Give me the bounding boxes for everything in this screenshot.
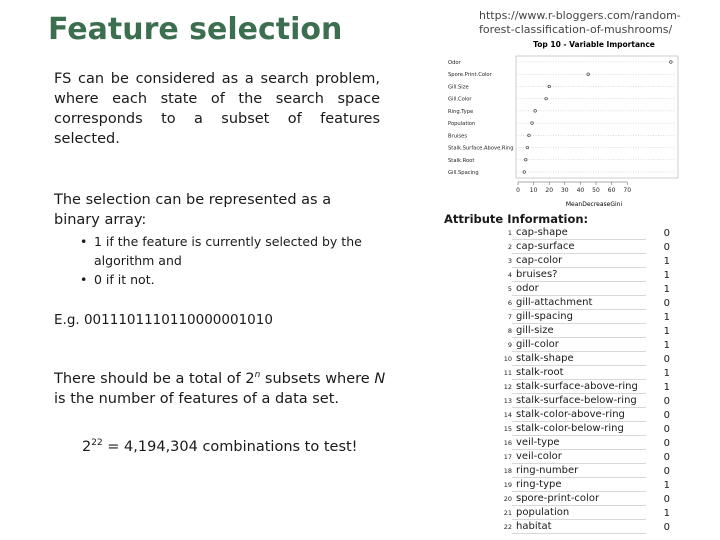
attribute-number: 10 (503, 355, 512, 363)
attribute-number: 13 (503, 397, 512, 405)
attribute-row (500, 408, 670, 422)
chart-x-tick-label: 60 (607, 187, 616, 194)
total-middle: subsets where (260, 370, 375, 387)
attribute-name: odor (512, 282, 646, 296)
combinations-text (82, 438, 358, 455)
attribute-row (500, 226, 670, 240)
attribute-bit: 0 (663, 521, 670, 533)
chart-category-label: Gill.Color (448, 96, 472, 103)
attribute-bit: 0 (663, 423, 670, 435)
source-url: https://www.r-bloggers.com/random-forest-classification-of-mushrooms/ (479, 9, 681, 36)
attribute-number: 19 (503, 481, 512, 489)
chart-category-label: Ring.Type (448, 108, 474, 115)
attribute-bit: 0 (663, 395, 670, 407)
binary-array-paragraph: The selection can be represented as a binary array: (54, 192, 332, 228)
attribute-row (500, 394, 670, 408)
attribute-name: gill-attachment (512, 296, 646, 310)
attribute-name: veil-type (512, 436, 646, 450)
attribute-bit: 1 (663, 269, 670, 281)
attribute-bit: 1 (663, 311, 670, 323)
chart-category-label: Gill.Spacing (448, 170, 479, 176)
page-title: Feature selection (48, 12, 343, 47)
attribute-row (500, 422, 670, 436)
attribute-row (500, 436, 670, 450)
attribute-bit: 1 (663, 255, 670, 267)
chart-x-tick-label: 10 (529, 187, 538, 194)
attribute-number: 15 (503, 425, 512, 433)
attribute-row (500, 268, 670, 282)
attribute-name: stalk-surface-above-ring (512, 380, 646, 394)
total-prefix: There should be a total of 2 (54, 370, 255, 387)
attribute-row (500, 450, 670, 464)
attribute-row (500, 324, 670, 338)
chart-category-label: Population (448, 121, 476, 128)
chart-x-tick-label: 30 (560, 187, 569, 194)
attribute-row (500, 296, 670, 310)
attribute-bit: 1 (663, 381, 670, 393)
attribute-row (500, 240, 670, 254)
attribute-number: 17 (503, 453, 512, 461)
attribute-bit: 0 (663, 451, 670, 463)
attribute-name: gill-color (512, 338, 646, 352)
attribute-number: 4 (507, 271, 512, 279)
attribute-row (500, 366, 670, 380)
attribute-bit: 0 (663, 241, 670, 253)
attribute-row (500, 254, 670, 268)
attribute-number: 12 (503, 383, 512, 391)
attribute-bit: 0 (663, 227, 670, 239)
total-suffix: is the number of features of a data set. (54, 390, 340, 407)
attribute-bit: 1 (663, 325, 670, 337)
attribute-bit: 0 (663, 353, 670, 365)
attribute-number: 14 (503, 411, 512, 419)
attribute-number: 7 (507, 313, 512, 321)
attribute-name: stalk-color-above-ring (512, 408, 646, 422)
total-variable: N (374, 370, 386, 387)
chart-category-label: Stalk.Root (448, 157, 475, 164)
attribute-info-title: Attribute Information: (444, 212, 589, 226)
attribute-name: stalk-surface-below-ring (512, 394, 646, 408)
attribute-number: 6 (507, 299, 512, 307)
combinations-rest: = 4,194,304 combinations to test! (102, 438, 358, 455)
attribute-number: 20 (503, 495, 512, 503)
chart-x-tick-label: 20 (545, 187, 554, 194)
attribute-row (500, 492, 670, 506)
attribute-number: 8 (507, 327, 512, 335)
bullet-text: 1 if the feature is currently selected by the algorithm and (94, 234, 362, 268)
bullet-item: • 0 if it not. (80, 272, 155, 287)
attribute-bit: 1 (663, 479, 670, 491)
attribute-name: ring-number (512, 464, 646, 478)
intro-paragraph: FS can be considered as a search problem, where each state of the search space corresponds to a subset of features selected. (54, 71, 380, 147)
attribute-bit: 0 (663, 297, 670, 309)
attribute-name: ring-type (512, 478, 646, 492)
attribute-name: gill-size (512, 324, 646, 338)
bullet-item: • 1 if the feature is currently selected by the algorithm and (80, 234, 362, 268)
attribute-number: 1 (507, 229, 512, 237)
attribute-bit: 0 (663, 493, 670, 505)
attribute-bit: 0 (663, 437, 670, 449)
attribute-row (500, 338, 670, 352)
attribute-row (500, 310, 670, 324)
attribute-name: spore-print-color (512, 492, 646, 506)
total-subsets-text (54, 365, 394, 409)
attribute-name: gill-spacing (512, 310, 646, 324)
chart-x-tick-label: 40 (576, 187, 585, 194)
chart-x-label: MeanDecreaseGini (565, 201, 623, 208)
attribute-name: bruises? (512, 268, 646, 282)
attribute-name: cap-shape (512, 226, 646, 240)
attribute-row (500, 464, 670, 478)
chart-title: Top 10 - Variable Importance (533, 40, 655, 49)
chart-x-tick-label: 70 (623, 187, 632, 194)
attribute-number: 16 (503, 439, 512, 447)
attribute-bit: 1 (663, 339, 670, 351)
attribute-row (500, 520, 670, 534)
chart-category-label: Bruises (448, 133, 468, 140)
attribute-name: stalk-shape (512, 352, 646, 366)
attribute-name: population (512, 506, 646, 520)
bullet-text: 0 if it not. (94, 272, 155, 287)
attribute-number: 2 (507, 243, 512, 251)
variable-importance-chart (444, 38, 684, 208)
attribute-bit: 1 (663, 367, 670, 379)
total-exponent: n (254, 370, 261, 380)
combinations-base: 2 (82, 438, 92, 455)
chart-category-label: Gill.Size (448, 84, 469, 91)
attribute-row (500, 478, 670, 492)
attribute-name: stalk-color-below-ring (512, 422, 646, 436)
chart-category-label: Stalk.Surface.Above.Ring (448, 145, 514, 152)
attribute-bit: 1 (663, 283, 670, 295)
attribute-number: 11 (503, 369, 512, 377)
combinations-exponent: 22 (91, 438, 103, 448)
chart-category-label: Odor (448, 60, 461, 66)
attribute-bit: 0 (663, 409, 670, 421)
bullet-list (78, 232, 383, 289)
chart-category-label: Spore.Print.Color (448, 72, 492, 79)
attribute-number: 5 (507, 285, 512, 293)
attribute-row (500, 282, 670, 296)
attribute-number: 3 (507, 257, 512, 265)
attribute-number: 9 (507, 341, 512, 349)
chart-x-tick-label: 50 (592, 187, 600, 194)
attribute-bit: 0 (663, 465, 670, 477)
attribute-bit: 1 (663, 507, 670, 519)
example-array: E.g. 0011101110110000001010 (54, 312, 273, 328)
attribute-number: 21 (503, 509, 512, 517)
attribute-row (500, 506, 670, 520)
attribute-name: habitat (512, 520, 646, 534)
attribute-name: stalk-root (512, 366, 646, 380)
attribute-name: cap-surface (512, 240, 646, 254)
attribute-table (500, 226, 670, 534)
attribute-row (500, 352, 670, 366)
chart-x-tick-label: 0 (516, 187, 520, 194)
attribute-number: 18 (503, 467, 512, 475)
attribute-number: 22 (503, 523, 512, 531)
attribute-name: veil-color (512, 450, 646, 464)
attribute-name: cap-color (512, 254, 646, 268)
attribute-row (500, 380, 670, 394)
